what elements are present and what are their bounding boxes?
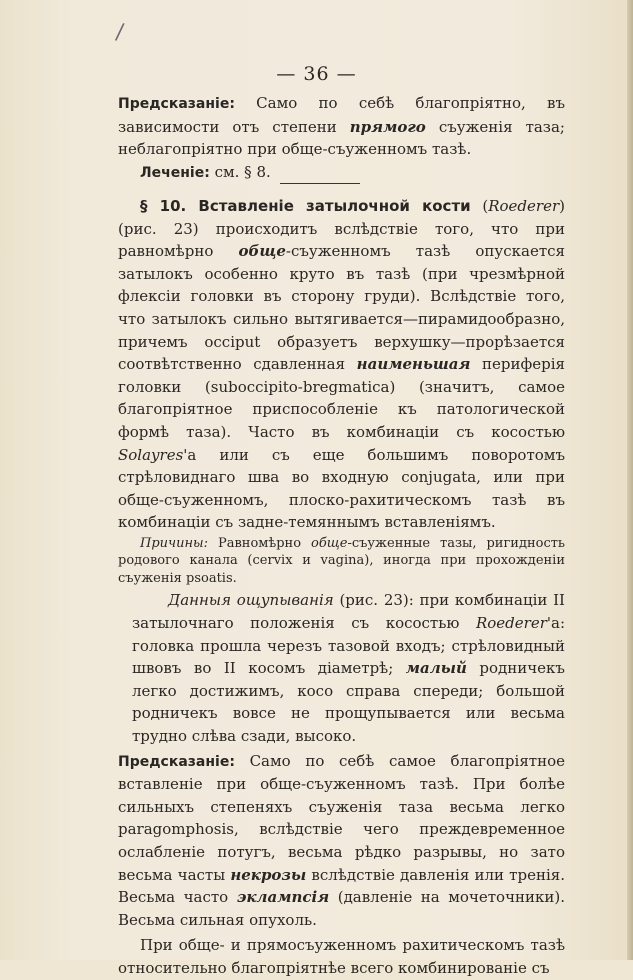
treatment-paragraph: Леченіе: см. § 8. xyxy=(140,162,271,181)
prognosis-heading: Предсказаніе: xyxy=(118,96,235,112)
section-10 xyxy=(118,195,565,980)
section-10-title: § 10. Вставленіе затылочной кости xyxy=(140,197,471,215)
page-number: — 36 — xyxy=(276,63,357,85)
prognosis-paragraph: Предсказаніе: Само по себѣ благопріятно, въ зависимости отъ степени прямого съуженія таза; неблагопріятно при обще-съуженномъ тазѣ. xyxy=(118,94,565,159)
prognosis-2-paragraph: Предсказаніе: Само по себѣ самое благопріятное вставленіе при обще-съуженномъ тазѣ. При болѣе сильныхъ степеняхъ съуженія таза весьма легко paragomphosis, вслѣдствіе чего преждевременное ослабленіе потугъ, весьма рѣдко разрывы, но зато весьма часты некрозы вслѣдствіе давленія или тренія. Весьма часто эклампсія (давленіе на мочеточники). Весьма сильная опухоль. xyxy=(118,751,565,929)
page-edge-shadow xyxy=(627,0,633,960)
last-paragraph: При обще- и прямосъуженномъ рахитическомъ тазѣ относительно благопріятнѣе всего комбинированіе съ xyxy=(118,936,565,977)
pencil-mark: / xyxy=(114,19,126,46)
treatment-heading: Леченіе: xyxy=(140,164,210,181)
prognosis-block xyxy=(118,92,565,184)
section-divider xyxy=(280,183,360,184)
causes-paragraph: Причины: Равномѣрно обще-съуженные тазы, ригидность родового канала (cervix и vagina), иногда при прохожденіи съуженія psoatis. xyxy=(118,535,565,586)
causes-label: Причины: xyxy=(140,535,209,551)
palpation-label: Данныя ощупыванія xyxy=(168,591,334,610)
prognosis-2-heading: Предсказаніе: xyxy=(118,753,235,770)
section-10-paragraph: § 10. Вставленіе затылочной кости (Roederer) (рис. 23) происходитъ вслѣдствіе того, что при равномѣрно обще-съуженномъ тазѣ опускается затылокъ особенно круто въ тазѣ (при чрезмѣрной флексіи головки въ сторону груди). Вслѣдствіе того, что затылокъ сильно вытягивается—пирамидообразно, причемъ occiput образуетъ верхушку—прорѣзается соотвѣтственно сдавленная наименьшая периферія головки (suboccipito-bregmatica) (значитъ, самое благопріятное приспособленіе къ патологической формѣ таза). Часто въ комбинаціи съ косостью Solayres'а или съ еще большимъ поворотомъ стрѣловиднаго шва во входную conjugata, или при обще-съуженномъ, плоско-рахитическомъ тазѣ въ комбинаціи съ задне-темяннымъ вставленіямъ. xyxy=(118,197,565,532)
palpation-paragraph: Данныя ощупыванія (рис. 23): при комбинаціи II затылочнаго положенія съ косостью Roederer'а: головка прошла черезъ тазовой входъ; стрѣловидный швовъ во II косомъ діаметрѣ; малый родничекъ легко достижимъ, косо справа спереди; большой родничекъ вовсе не прощупывается или весьма трудно слѣва сзади, высоко. xyxy=(132,591,565,745)
